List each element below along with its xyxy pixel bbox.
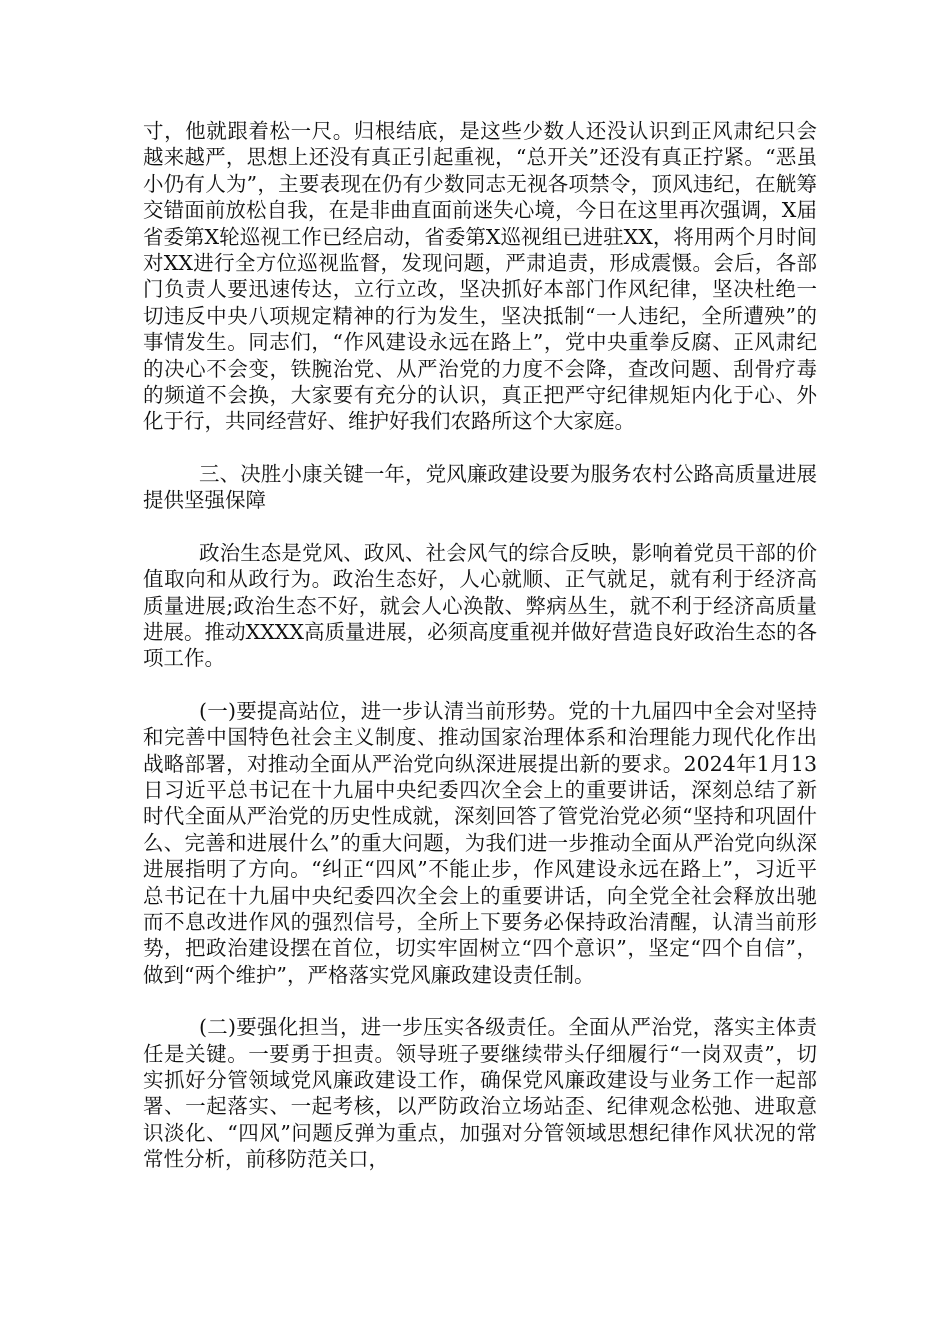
- paragraph-item-two: (二)要强化担当，进一步压实各级责任。全面从严治党，落实主体责任是关键。一要勇于担责。领导班子要继续带头仔细履行“一岗双责”，切实抓好分管领域党风廉政建设工作，确保党风廉政建设与业务工作一起部署、一起落实、一起考核，以严防政治立场站歪、纪律观念松弛、进取意识淡化、“四风”问题反弹为重点，加强对分管领域思想纪律作风状况的常常性分析，前移防范关口，: [143, 1015, 817, 1172]
- paragraph-item-one: (一)要提高站位，进一步认清当前形势。党的十九届四中全会对坚持和完善中国特色社会主义制度、推动国家治理体系和治理能力现代化作出战略部署，对推动全面从严治党向纵深进展提出新的要求。2024年1月13日习近平总书记在十九届中央纪委四次全会上的重要讲话，深刻总结了新时代全面从严治党的历史性成就，深刻回答了管党治党必须“坚持和巩固什么、完善和进展什么”的重大问题，为我们进一步推动全面从严治党向纵深进展指明了方向。“纠正“四风”不能止步，作风建设永远在路上”，习近平总书记在十九届中央纪委四次全会上的重要讲话，向全党全社会释放出驰而不息改进作风的强烈信号，全所上下要务必保持政治清醒，认清当前形势，把政治建设摆在首位，切实牢固树立“四个意识”，坚定“四个自信”，做到“两个维护”，严格落实党风廉政建设责任制。: [143, 698, 817, 987]
- section-heading-three: 三、决胜小康关键一年，党风廉政建设要为服务农村公路高质量进展提供坚强保障: [143, 461, 817, 513]
- document-page: [143, 118, 817, 1173]
- paragraph-political-ecology: 政治生态是党风、政风、社会风气的综合反映，影响着党员干部的价值取向和从政行为。政治生态好，人心就顺、正气就足，就有利于经济高质量进展;政治生态不好，就会人心涣散、弊病丛生，就不利于经济高质量进展。推动XXXX高质量进展，必须高度重视并做好营造良好政治生态的各项工作。: [143, 540, 817, 671]
- paragraph-discipline-continued: 寸，他就跟着松一尺。归根结底，是这些少数人还没认识到正风肃纪只会越来越严，思想上还没有真正引起重视，“总开关”还没有真正拧紧。“恶虽小仍有人为”，主要表现在仍有少数同志无视各项禁令，顶风违纪，在觥筹交错面前放松自我，在是非曲直面前迷失心境，今日在这里再次强调，X届省委第X轮巡视工作已经启动，省委第X巡视组已进驻XX，将用两个月时间对XX进行全方位巡视监督，发现问题，严肃追责，形成震慑。会后，各部门负责人要迅速传达，立行立改，坚决抓好本部门作风纪律，坚决杜绝一切违反中央八项规定精神的行为发生，坚决抵制“一人违纪，全所遭殃”的事情发生。同志们，“作风建设永远在路上”，党中央重拳反腐、正风肃纪的决心不会变，铁腕治党、从严治党的力度不会降，查改问题、刮骨疗毒的频道不会换，大家要有充分的认识，真正把严守纪律规矩内化于心、外化于行，共同经营好、维护好我们农路所这个大家庭。: [143, 119, 817, 434]
